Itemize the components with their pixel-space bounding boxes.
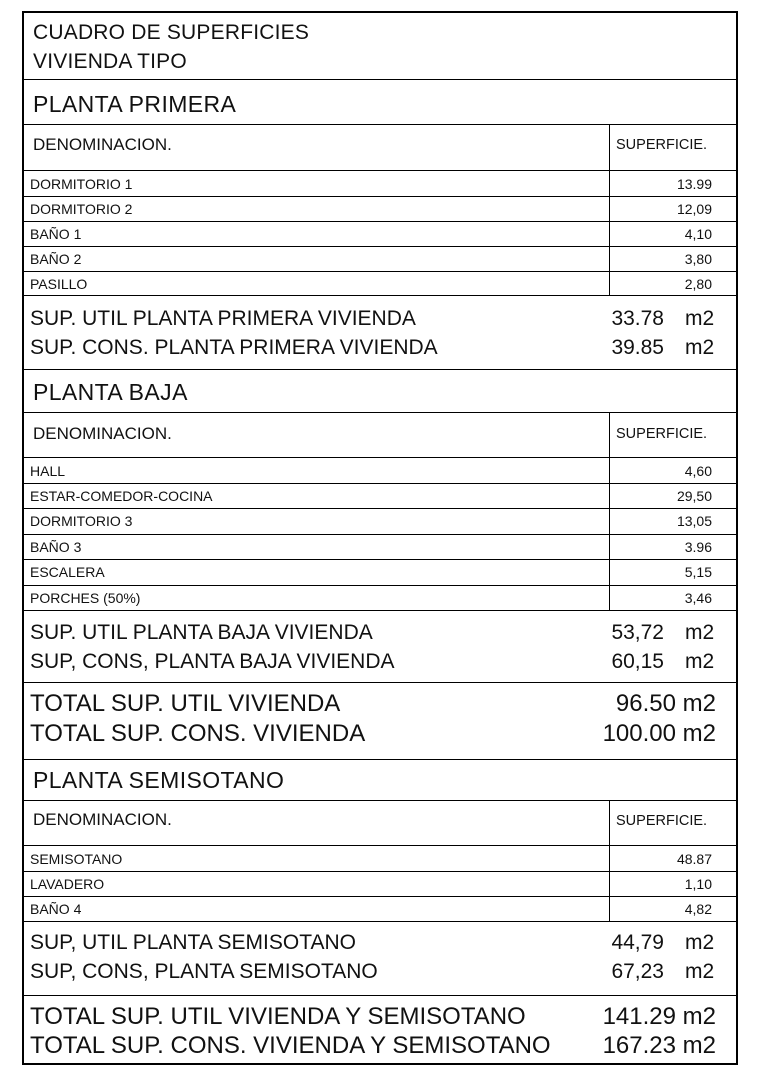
room-area: 13.99 <box>676 176 712 192</box>
summary-value: 39.85 <box>611 336 664 359</box>
divider <box>24 412 736 413</box>
surface-table <box>22 11 738 1065</box>
summary-label: SUP. CONS. PLANTA PRIMERA VIVIENDA <box>30 336 438 359</box>
room-area: 13,05 <box>676 513 712 529</box>
room-area: 4,60 <box>684 463 712 479</box>
summary-value: 44,79 <box>611 931 664 954</box>
row-divider <box>24 246 736 247</box>
row-divider <box>24 221 736 222</box>
summary-label: SUP, CONS, PLANTA SEMISOTANO <box>30 960 378 983</box>
column-header-area: SUPERFICIE. <box>616 137 708 153</box>
total-value: 100.00 m2 <box>602 720 716 747</box>
room-label: PORCHES (50%) <box>30 590 141 606</box>
column-header-name: DENOMINACION. <box>33 424 172 443</box>
room-label: BAÑO 3 <box>30 539 82 555</box>
summary-label: SUP. UTIL PLANTA PRIMERA VIVIENDA <box>30 307 416 330</box>
room-area: 2,80 <box>684 276 712 292</box>
room-area: 5,15 <box>684 564 712 580</box>
room-label: DORMITORIO 3 <box>30 513 133 529</box>
summary-value: 67,23 <box>611 960 664 983</box>
summary-unit: m2 <box>685 621 715 644</box>
total-label: TOTAL SUP. UTIL VIVIENDA <box>30 690 341 717</box>
row-divider <box>24 483 736 484</box>
total-value: 141.29 m2 <box>602 1003 716 1030</box>
summary-label: SUP. UTIL PLANTA BAJA VIVIENDA <box>30 621 373 644</box>
room-label: ESCALERA <box>30 564 105 580</box>
room-label: BAÑO 4 <box>30 901 82 917</box>
room-area: 48.87 <box>676 851 712 867</box>
room-area: 4,10 <box>684 226 712 242</box>
room-label: BAÑO 2 <box>30 251 82 267</box>
room-label: SEMISOTANO <box>30 851 123 867</box>
summary-value: 53,72 <box>611 621 664 644</box>
table-title-line1: CUADRO DE SUPERFICIES <box>33 21 310 44</box>
divider <box>24 682 736 683</box>
divider <box>24 79 736 80</box>
divider <box>24 800 736 801</box>
total-value: 96.50 m2 <box>615 690 716 717</box>
divider <box>24 921 736 922</box>
section-title-planta-semisotano: PLANTA SEMISOTANO <box>33 767 285 793</box>
row-divider <box>24 559 736 560</box>
row-divider <box>24 585 736 586</box>
summary-value: 60,15 <box>611 650 664 673</box>
room-area: 3.96 <box>684 539 712 555</box>
divider <box>24 759 736 760</box>
column-header-name: DENOMINACION. <box>33 810 172 829</box>
room-area: 3,46 <box>684 590 712 606</box>
divider <box>24 124 736 125</box>
divider <box>24 845 736 846</box>
row-divider <box>24 534 736 535</box>
summary-unit: m2 <box>685 931 715 954</box>
room-label: BAÑO 1 <box>30 226 82 242</box>
total-label: TOTAL SUP. CONS. VIVIENDA Y SEMISOTANO <box>30 1032 551 1059</box>
room-area: 4,82 <box>684 901 712 917</box>
row-divider <box>24 896 736 897</box>
room-label: DORMITORIO 2 <box>30 201 133 217</box>
summary-label: SUP, CONS, PLANTA BAJA VIVIENDA <box>30 650 395 673</box>
row-divider <box>24 871 736 872</box>
divider <box>24 995 736 996</box>
summary-unit: m2 <box>685 307 715 330</box>
total-value: 167.23 m2 <box>602 1032 716 1059</box>
row-divider <box>24 196 736 197</box>
divider <box>24 170 736 171</box>
row-divider <box>24 271 736 272</box>
room-area: 12,09 <box>676 201 712 217</box>
row-divider <box>24 508 736 509</box>
summary-unit: m2 <box>685 650 715 673</box>
room-area: 3,80 <box>684 251 712 267</box>
divider <box>24 369 736 370</box>
summary-unit: m2 <box>685 960 715 983</box>
room-label: LAVADERO <box>30 876 105 892</box>
table-title-line2: VIVIENDA TIPO <box>33 50 187 73</box>
divider <box>24 610 736 611</box>
total-label: TOTAL SUP. UTIL VIVIENDA Y SEMISOTANO <box>30 1003 526 1030</box>
divider <box>24 457 736 458</box>
summary-value: 33.78 <box>611 307 664 330</box>
divider <box>24 295 736 296</box>
room-label: ESTAR-COMEDOR-COCINA <box>30 488 213 504</box>
column-divider <box>609 412 610 610</box>
room-label: HALL <box>30 463 66 479</box>
room-area: 1,10 <box>684 876 712 892</box>
room-label: DORMITORIO 1 <box>30 176 133 192</box>
column-header-area: SUPERFICIE. <box>616 813 708 829</box>
column-header-area: SUPERFICIE. <box>616 426 708 442</box>
section-title-planta-primera: PLANTA PRIMERA <box>33 91 237 117</box>
summary-unit: m2 <box>685 336 715 359</box>
column-header-name: DENOMINACION. <box>33 135 172 154</box>
section-title-planta-baja: PLANTA BAJA <box>33 379 188 405</box>
room-area: 29,50 <box>676 488 712 504</box>
summary-label: SUP, UTIL PLANTA SEMISOTANO <box>30 931 356 954</box>
total-label: TOTAL SUP. CONS. VIVIENDA <box>30 720 366 747</box>
room-label: PASILLO <box>30 276 88 292</box>
